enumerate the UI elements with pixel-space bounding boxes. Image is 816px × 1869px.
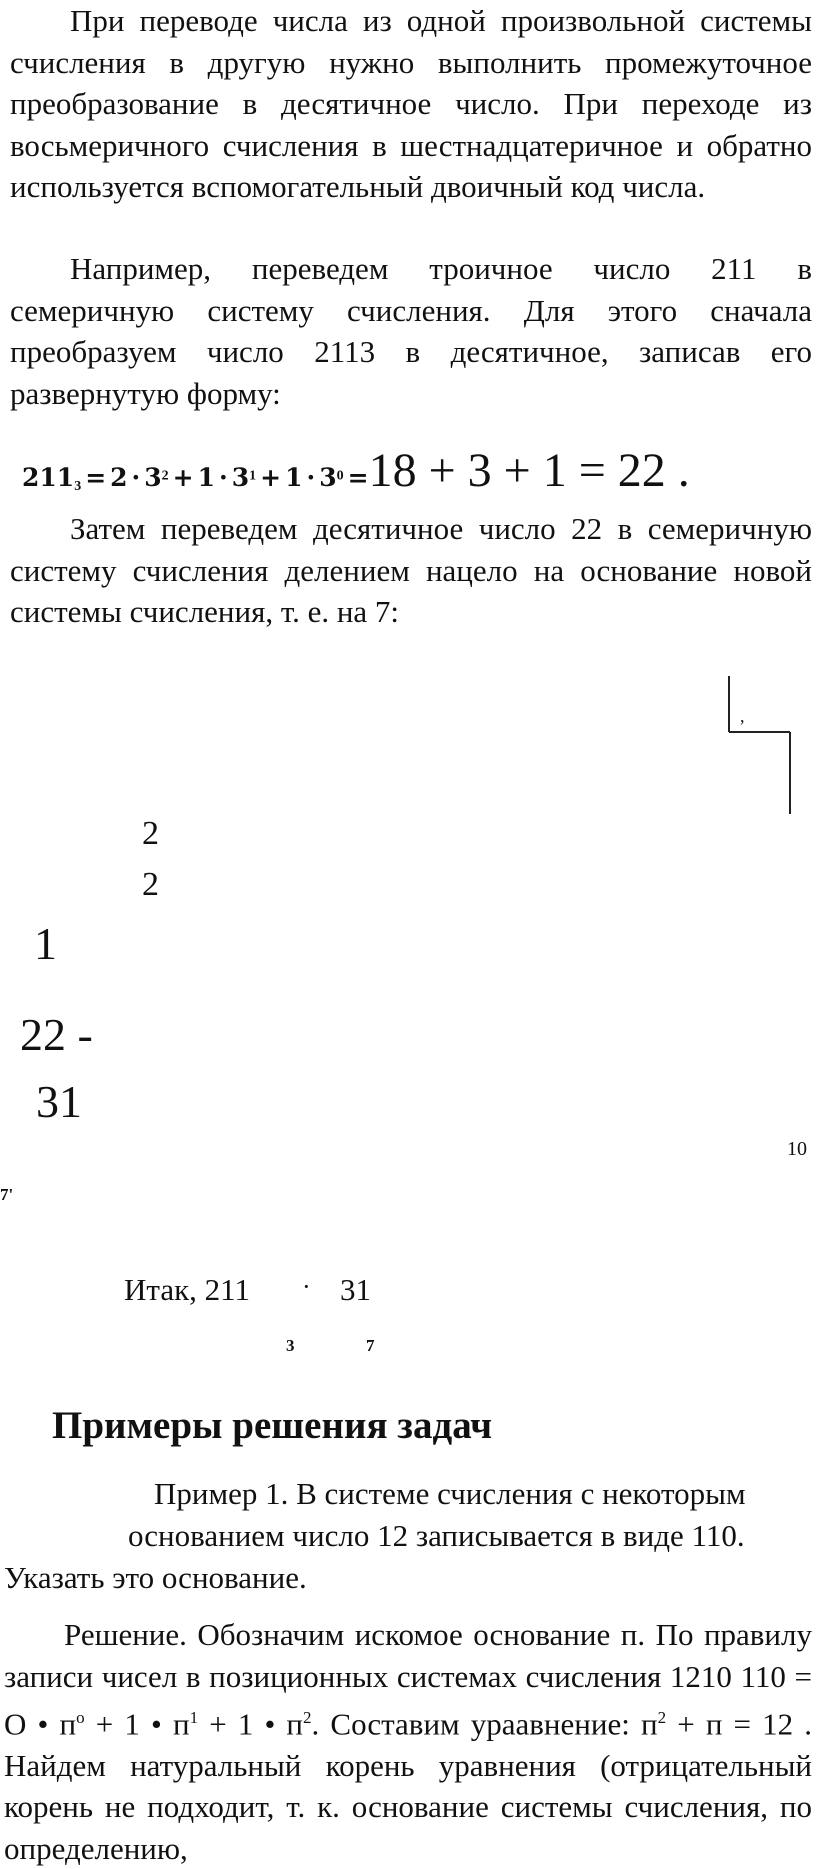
- paragraph-example-intro: Например, переведем троичное число 211 в семеричную систему счисления. Для этого сначала преобразуем число 2113 в десятичное, записав его развернутую форму:: [10, 251, 812, 411]
- division-bracket: [728, 676, 792, 814]
- formula-term3-coef: 1: [285, 463, 303, 492]
- division-comma-mark: ,: [740, 706, 745, 726]
- formula-equals-2: =: [347, 463, 369, 492]
- formula-term1-exp: 2: [161, 468, 169, 484]
- solution-text-3: + 1 • п: [209, 1706, 304, 1742]
- division-value-7: 7': [0, 1185, 14, 1204]
- division-digit-2b: 2: [142, 866, 159, 903]
- formula-plus-2: +: [260, 463, 282, 492]
- example1-line3: Указать это основание.: [4, 1560, 307, 1595]
- formula-result: 18 + 3 + 1 = 22 .: [368, 444, 690, 497]
- summary-value: 31: [340, 1272, 371, 1307]
- division-value-22: 22 -: [20, 1009, 93, 1060]
- summary-text: Итак, 211: [124, 1272, 250, 1307]
- formula-term2-coef: 1: [197, 463, 216, 492]
- solution-paragraph: [4, 1614, 812, 1869]
- division-value-10: 10: [787, 1138, 807, 1160]
- formula-term1-coef: 2: [110, 463, 128, 492]
- formula-term2-dot: ·: [219, 463, 228, 492]
- formula-term3-exp: 0: [336, 468, 344, 484]
- formula-term2-exp: 1: [249, 468, 257, 484]
- expanded-form-formula: [22, 443, 812, 503]
- formula-plus-1: +: [172, 463, 194, 492]
- formula-term3-dot: ·: [306, 463, 316, 492]
- formula-term1-dot: ·: [131, 463, 141, 492]
- section-heading: Примеры решения задач: [52, 1404, 493, 1447]
- formula-term1-base: 3: [144, 463, 162, 492]
- summary-subscript-3: 3: [286, 1336, 295, 1355]
- solution-text-2: + 1 • п: [95, 1706, 190, 1742]
- division-digit-1: 1: [34, 918, 57, 969]
- solution-text-4: . Составим ураавнение: п: [311, 1706, 658, 1742]
- solution-sup-o: о: [76, 1708, 85, 1727]
- formula-lhs-base: 3: [74, 479, 82, 495]
- formula-lhs: 211: [22, 463, 75, 492]
- formula-equals: =: [85, 463, 107, 492]
- summary-subscript-7: 7: [366, 1336, 375, 1355]
- solution-text-5: + п = 12 . Найдем натуральный корень уравнения (отрицательный корень не подходит, т. к. основание системы счисления, по определению,: [4, 1706, 813, 1866]
- example1-line2: основанием число 12 записывается в виде 110.: [128, 1518, 745, 1553]
- formula-term3-base: 3: [319, 463, 337, 492]
- example1-line1: Пример 1. В системе счисления с некоторым: [154, 1476, 746, 1511]
- division-value-31: 31: [36, 1076, 82, 1127]
- solution-text-1: Решение. Обозначим искомое основание п. По правилу записи чисел в позиционных системах счисления 1210 110 = О • п: [4, 1617, 812, 1742]
- solution-sup-1: 1: [189, 1708, 199, 1727]
- paragraph-division-intro: Затем переведем десятичное число 22 в семеричную систему счисления делением нацело на основание новой системы счисления, т. е. на 7:: [10, 511, 812, 629]
- summary-dot: ·: [302, 1272, 311, 1301]
- solution-sup-2: 2: [303, 1708, 312, 1727]
- division-digit-2a: 2: [142, 815, 159, 852]
- formula-term2-base: 3: [231, 463, 250, 492]
- paragraph-intro: При переводе числа из одной произвольной системы счисления в другую нужно выполнить промежуточное преобразование в десятичное число. При переходе из восьмеричного счисления в шестнадцатеричное и обратно используется вспомогательный двоичный код числа.: [10, 3, 812, 204]
- solution-sup-2b: 2: [657, 1708, 667, 1727]
